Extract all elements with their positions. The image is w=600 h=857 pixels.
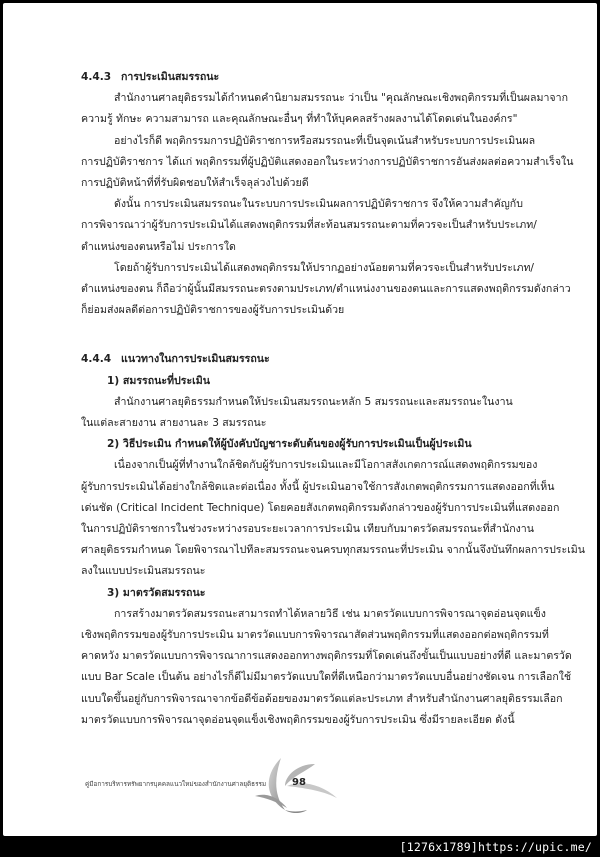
section-number: 4.4.4 — [81, 353, 112, 366]
swirl-logo-icon — [251, 756, 371, 816]
text-line: คาดหวัง มาตรวัดแบบการพิจารณาการแสดงออกทางพฤติกรรมที่โดดเด่นถึงขั้นเป็นแบบอย่างที่ดี และมาตรวัด — [81, 650, 572, 663]
image-host-watermark: [1276x1789]https://upic.me/ — [399, 840, 592, 854]
page-content — [81, 67, 586, 731]
text-line: เนื่องจากเป็นผู้ที่ทำงานใกล้ชิดกับผู้รับการประเมินและมีโอกาสสังเกตการณ์แสดงพฤติกรรมของ — [114, 459, 538, 472]
paragraph — [81, 194, 541, 258]
section-title: การประเมินสมรรถนะ — [121, 71, 220, 83]
text-line: การปฏิบัติราชการ ได้แก่ พฤติกรรมที่ผู้ปฏิบัติแสดงออกในระหว่างการปฏิบัติราชการอันส่งผลต่อความสำเร็จใน — [81, 155, 574, 168]
text-line: อย่างไรก็ดี พฤติกรรมการปฏิบัติราชการหรือสมรรถนะที่เป็นจุดเน้นสำหรับระบบการประเมินผล — [114, 134, 536, 147]
text-line: สำนักงานศาลยุติธรรมกำหนดให้ประเมินสมรรถนะหลัก 5 สมรรถนะและสมรรถนะในงาน — [114, 395, 513, 408]
footer-title: คู่มือการบริหารทรัพยากรบุคคลแนวใหม่ของสำนักงานศาลยุติธรรม — [85, 780, 267, 788]
paragraph — [81, 258, 571, 322]
page-number: 98 — [292, 777, 306, 788]
paragraph — [81, 131, 574, 195]
text-line: ตำแหน่งของตน ก็ถือว่าผู้นั้นมีสมรรถนะตรงตามประเภท/ตำแหน่งงานของตนและการแสดงพฤติกรรมดังกล่าว — [81, 283, 571, 296]
section-number: 4.4.3 — [81, 71, 112, 83]
subheading-competencies: 1) สมรรถนะที่ประเมิน — [107, 374, 211, 387]
paragraph — [81, 455, 586, 582]
text-line: ก็ย่อมส่งผลดีต่อการปฏิบัติราชการของผู้รับการประเมินด้วย — [81, 304, 345, 317]
subheading-scale: 3) มาตรวัดสมรรถนะ — [107, 586, 206, 599]
section-title: แนวทางในการประเมินสมรรถนะ — [121, 353, 270, 366]
text-line: ตำแหน่งของตนหรือไม่ ประการใด — [81, 240, 236, 253]
text-line: ความรู้ ทักษะ ความสามารถ และคุณลักษณะอื่นๆ ที่ทำให้บุคคลสร้างผลงานได้โดดเด่นในองค์กร" — [81, 113, 518, 126]
text-line: การสร้างมาตรวัดสมรรถนะสามารถทำได้หลายวิธี เช่น มาตรวัดแบบการพิจารณาจุดอ่อนจุดแข็ง — [114, 607, 546, 620]
subheading-method: 2) วิธีประเมิน กำหนดให้ผู้บังคับบัญชาระดับต้นของผู้รับการประเมินเป็นผู้ประเมิน — [107, 438, 472, 451]
text-line: แบบใดขึ้นอยู่กับการพิจารณาจากข้อดีข้อด้อยของมาตรวัดแต่ละประเภท สำหรับสำนักงานศาลยุติธรรมเลือก — [81, 692, 563, 705]
document-page — [3, 3, 597, 836]
text-line: สำนักงานศาลยุติธรรมได้กำหนดคำนิยามสมรรถนะ ว่าเป็น "คุณลักษณะเชิงพฤติกรรมที่เป็นผลมาจาก — [114, 92, 569, 105]
text-line: ศาลยุติธรรมกำหนด โดยพิจารณาไปทีละสมรรถนะจนครบทุกสมรรถนะที่ประเมิน จากนั้นจึงบันทึกผลการประเมิน — [81, 544, 586, 557]
text-line: ผู้รับการประเมินได้อย่างใกล้ชิดและต่อเนื่อง ทั้งนี้ ผู้ประเมินอาจใช้การสังเกตพฤติกรรมการแสดงออกที่เห็น — [81, 480, 555, 493]
text-line: ในแต่ละสายงาน สายงานละ 3 สมรรถนะ — [81, 417, 267, 430]
paragraph — [81, 392, 541, 434]
text-line: การพิจารณาว่าผู้รับการประเมินได้แสดงพฤติกรรมที่สะท้อนสมรรถนะตามที่ควรจะเป็นสำหรับประเภท/ — [81, 219, 537, 232]
text-line: โดยถ้าผู้รับการประเมินได้แสดงพฤติกรรมให้ปรากฏอย่างน้อยตามที่ควรจะเป็นสำหรับประเภท/ — [114, 261, 534, 274]
paragraph — [81, 604, 572, 731]
text-line: ในการปฏิบัติราชการในช่วงระหว่างรอบระยะเวลาการประเมิน เทียบกับมาตรวัดสมรรถนะที่สำนักงาน — [81, 523, 534, 536]
paragraph — [81, 88, 569, 130]
text-line: เชิงพฤติกรรมของผู้รับการประเมิน มาตรวัดแบบการพิจารณาสัดส่วนพฤติกรรมที่แสดงออกต่อพฤติกรรมที่ — [81, 629, 549, 642]
section-heading-4-4-4 — [81, 349, 541, 370]
text-line: การปฏิบัติหน้าที่ที่รับผิดชอบให้สำเร็จลุล่วงไปด้วยดี — [81, 177, 309, 190]
text-line: มาตรวัดแบบการพิจารณาจุดอ่อนจุดแข็งเชิงพฤติกรรมของผู้รับการประเมิน ซึ่งมีรายละเอียด ดังนี้ — [81, 713, 515, 726]
text-line: ลงในแบบประเมินสมรรถนะ — [81, 565, 206, 578]
text-line: ดังนั้น การประเมินสมรรถนะในระบบการประเมินผลการปฏิบัติราชการ จึงให้ความสำคัญกับ — [114, 198, 523, 211]
text-line: เด่นชัด (Critical Incident Technique) โดยคอยสังเกตพฤติกรรมดังกล่าวของผู้รับการประเมินที่แสดงออก — [81, 501, 560, 514]
section-spacer — [81, 321, 541, 349]
page-footer — [81, 768, 541, 808]
section-heading-4-4-3 — [81, 67, 541, 88]
text-line: แบบ Bar Scale เป็นต้น อย่างไรก็ดีไม่มีมาตรวัดแบบใดที่ดีเหนือกว่ามาตรวัดแบบอื่นอย่างชัดเจน การเลือกใช้ — [81, 671, 572, 684]
